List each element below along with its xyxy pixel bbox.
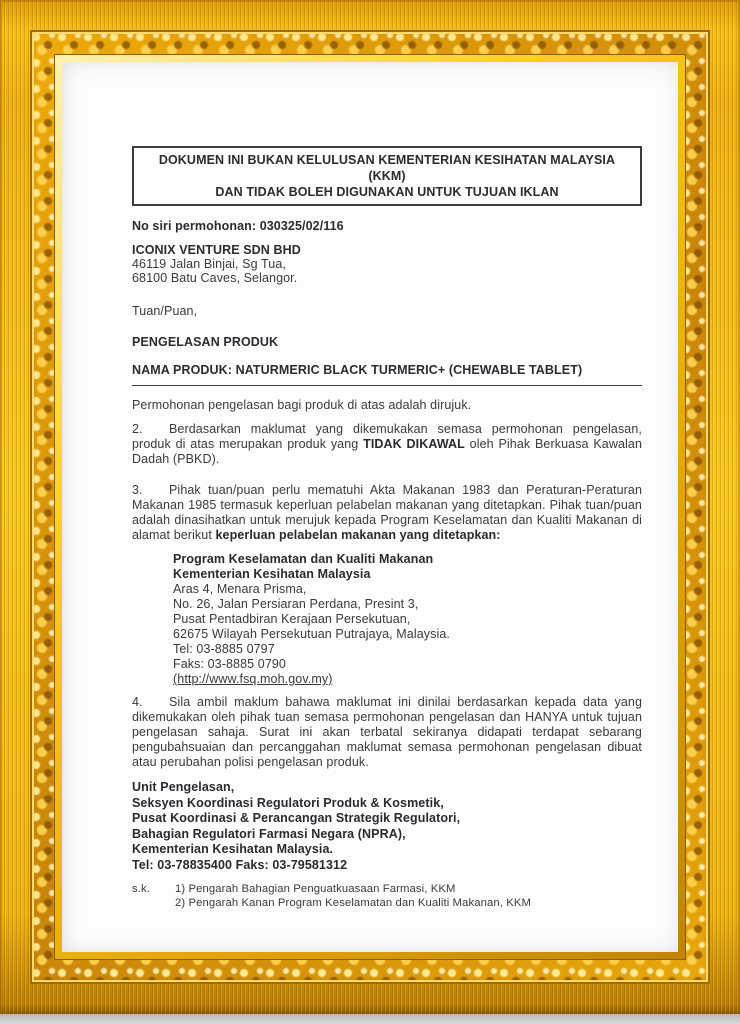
fsq-phone-line: Tel: 03-8885 0797: [173, 642, 275, 656]
disclaimer-line-1: DOKUMEN INI BUKAN KELULUSAN KEMENTERIAN KESIHATAN MALAYSIA (KKM): [158, 153, 616, 183]
cc-item-1: 1) Pengarah Bahagian Penguatkuasaan Farmasi, KKM: [175, 883, 456, 895]
frame-ornate-band: [30, 30, 710, 984]
paragraph-2-bold: TIDAK DIKAWAL: [363, 437, 465, 451]
intro-sentence: Permohonan pengelasan bagi produk di atas adalah dirujuk.: [132, 398, 472, 412]
paragraph-2: [132, 422, 642, 467]
fsq-contact-block: [173, 552, 642, 687]
cc-item-2: 2) Pengarah Kanan Program Keselamatan dan Kualiti Makanan, KKM: [175, 897, 531, 909]
signature-centre-line: Pusat Koordinasi & Perancangan Strategik Regulatori,: [132, 811, 461, 825]
fsq-fax-line: Faks: 03-8885 0790: [173, 657, 286, 671]
salutation: Tuan/Puan,: [132, 304, 198, 318]
signature-division-line: Bahagian Regulatori Farmasi Negara (NPRA),: [132, 826, 406, 841]
recipient-address-block: [132, 243, 642, 285]
signature-unit-line: Unit Pengelasan,: [132, 780, 235, 794]
paragraph-3-text: Pihak tuan/puan perlu mematuhi Akta Makanan 1983 dan Peraturan-Peraturan Makanan 1985 termasuk keperluan pelabelan makanan yang ditetapkan. Pihak tuan/puan adalah dinasihatkan untuk merujuk kepada Program Keselamatan dan Kualiti Makanan di alamat berikut: [132, 483, 642, 542]
signature-section-line: Seksyen Koordinasi Regulatori Produk & Kosmetik,: [132, 795, 444, 810]
product-name-heading: NAMA PRODUK: NATURMERIC BLACK TURMERIC+ (CHEWABLE TABLET): [132, 363, 642, 386]
disclaimer-notice-box: [132, 146, 642, 206]
fsq-website-url: (http://www.fsq.moh.gov.my): [173, 672, 333, 686]
paragraph-2-text: Berdasarkan maklumat yang dikemukakan semasa permohonan pengelasan, produk di atas merupakan produk yang: [132, 422, 642, 451]
classification-letter: [62, 62, 678, 952]
fsq-address-line: Pusat Pentadbiran Kerajaan Persekutuan,: [173, 612, 411, 626]
application-serial-number: No siri permohonan: 030325/02/116: [132, 219, 344, 233]
paragraph-3-number: 3.: [132, 483, 143, 497]
disclaimer-line-2: DAN TIDAK BOLEH DIGUNAKAN UNTUK TUJUAN IKLAN: [215, 185, 559, 199]
paragraph-2-number: 2.: [132, 422, 143, 436]
signature-ministry-line: Kementerian Kesihatan Malaysia.: [132, 842, 334, 856]
paragraph-3: [132, 483, 642, 543]
frame-inner-lip: [54, 54, 686, 960]
paragraph-2-tail: oleh Pihak Berkuasa Kawalan Dadah (PBKD).: [132, 437, 643, 466]
subject-heading: PENGELASAN PRODUK: [132, 335, 279, 349]
cc-items: [175, 882, 531, 910]
fsq-address-line: No. 26, Jalan Persiaran Perdana, Presint 3,: [173, 597, 419, 611]
fsq-address-line: 62675 Wilayah Persekutuan Putrajaya, Malaysia.: [173, 627, 450, 641]
fsq-program-name: Program Keselamatan dan Kualiti Makanan: [173, 552, 434, 566]
recipient-address-line-2: 68100 Batu Caves, Selangor.: [132, 271, 298, 285]
signature-phone-fax-line: Tel: 03-78835400 Faks: 03-79581312: [132, 857, 348, 872]
document-paper: [62, 62, 678, 952]
cc-label: s.k.: [132, 883, 150, 895]
paragraph-4-number: 4.: [132, 695, 143, 709]
fsq-ministry-name: Kementerian Kesihatan Malaysia: [173, 567, 371, 581]
paragraph-3-bold: keperluan pelabelan makanan yang ditetapkan:: [215, 528, 501, 542]
paragraph-4-text: Sila ambil maklum bahawa maklumat ini dinilai berdasarkan kepada data yang dikemukakan oleh pihak tuan semasa permohonan pengelasan dan HANYA untuk tujuan pengelasan sahaja. Surat ini akan terbatal sekiranya didapati terdapat sebarang pengubahsuaian dan percanggahan maklumat semasa permohonan pengelasan dibuat atau perubahan polisi pengelasan produk.: [132, 695, 642, 769]
paragraph-4: [132, 695, 642, 770]
recipient-address-line-1: 46119 Jalan Binjai, Sg Tua,: [132, 257, 286, 271]
fsq-address-line: Aras 4, Menara Prisma,: [173, 582, 307, 596]
sender-signature-block: [132, 780, 642, 873]
carbon-copy-block: [132, 882, 642, 910]
recipient-company-name: ICONIX VENTURE SDN BHD: [132, 243, 301, 257]
background-wall-strip: [0, 1014, 740, 1024]
